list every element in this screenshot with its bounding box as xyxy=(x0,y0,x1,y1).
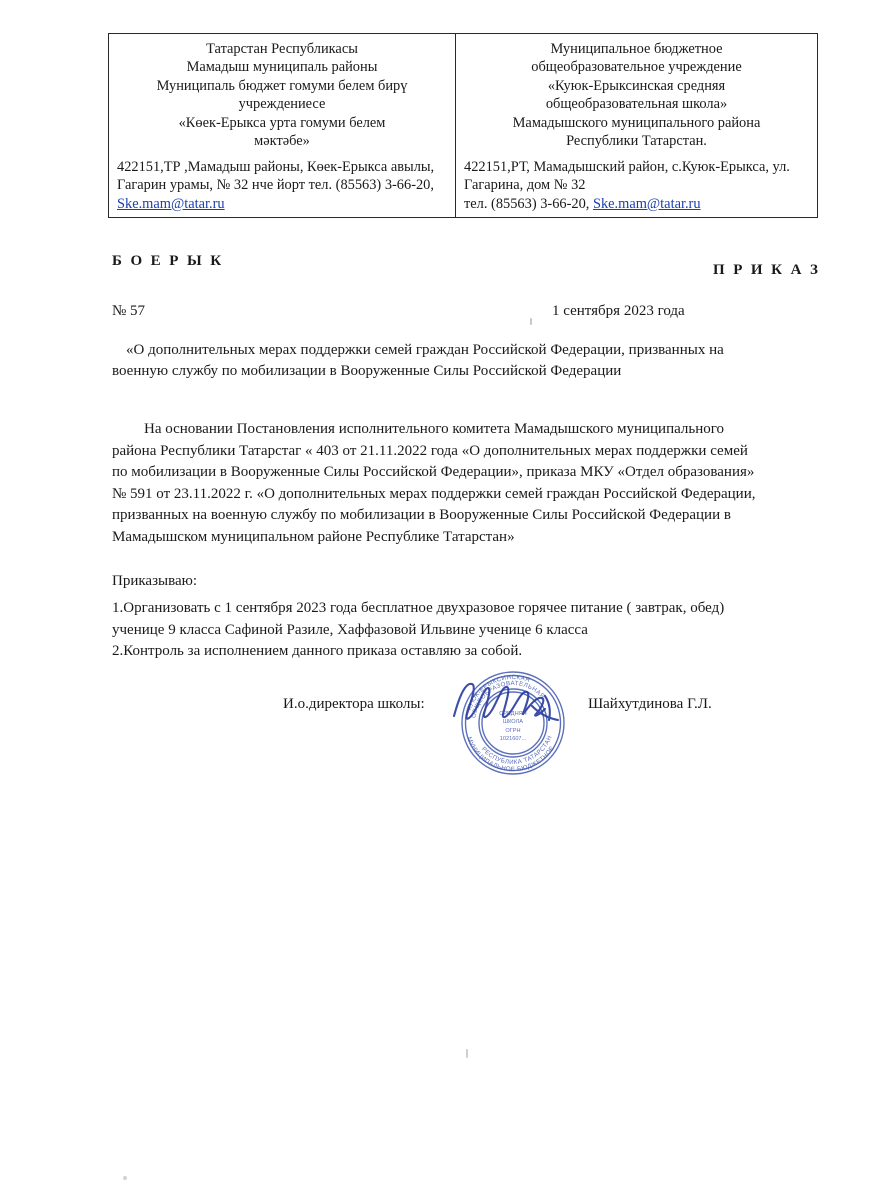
org-line: общеобразовательное учреждение xyxy=(531,59,742,76)
org-line: Мамадышского муниципального района xyxy=(512,114,761,131)
email-link[interactable]: Ske.mam@tatar.ru xyxy=(117,195,225,212)
page-title-tatar: Б О Е Р Ы К xyxy=(112,253,224,269)
org-line: общеобразовательная школа» xyxy=(545,96,728,113)
order-number: № 57 xyxy=(112,303,146,319)
org-address: 422151,ТР ,Мамадыш районы, Көек-Ерыкса авылы, Гагарин урамы, № 32 нче йорт тел. (85563) 3-66-20, xyxy=(117,158,435,194)
list-item: 1.Организовать с 1 сентября 2023 года бесплатное двухразовое горячее питание ( завтрак, обед) ученице 9 класса Сафиной Разиле, Хаффазовой Ильвине ученице 6 класса xyxy=(112,600,725,638)
org-line: Республики Татарстан. xyxy=(566,133,707,150)
phone-text: тел. (85563) 3-66-20, xyxy=(464,195,593,212)
org-line: Муниципальное бюджетное xyxy=(550,41,723,57)
order-date: 1 сентября 2023 года xyxy=(552,303,685,319)
svg-text:РЕСПУБЛИКА ТАТАРСТАН: РЕСПУБЛИКА ТАТАРСТАН xyxy=(479,734,554,767)
scan-artifact xyxy=(123,1176,127,1180)
letterhead-table xyxy=(108,33,818,218)
order-heading: Приказываю: xyxy=(112,573,197,589)
org-phone xyxy=(464,195,809,213)
email-link[interactable]: Ske.mam@tatar.ru xyxy=(592,195,701,212)
table-row xyxy=(109,34,818,218)
org-line: учреждениесе xyxy=(238,96,326,113)
svg-text:СРЕДНЯЯ: СРЕДНЯЯ xyxy=(499,711,527,717)
org-line: Татарстан Республикасы xyxy=(206,41,358,57)
handwritten-signature-icon xyxy=(450,673,570,728)
letterhead-cell-russian xyxy=(456,34,818,218)
order-items xyxy=(112,598,764,663)
org-line: «Куюк-Ерыксинская средняя xyxy=(547,77,726,94)
order-basis: На основании Постановления исполнительного комитета Мамадышского муниципального района Республики Татарстаг « 403 от 21.11.2022 года «О дополнительных мерах поддержки семей по мобилизации в Вооруженные Силы Российской Федерации», приказа МКУ «Отдел образования» № 591 от 23.11.2022 г. «О дополнительных мерах поддержки семей граждан Российской Федерации, призванных на военную службу по мобилизации в Вооруженные Силы Российской Федерации в Мамадышском муниципальном районе Республике Татарстан» xyxy=(112,421,756,545)
org-address: 422151,РТ, Мамадышский район, с.Куюк-Ерыкса, ул. Гагарина, дом № 32 xyxy=(464,158,790,194)
official-stamp-icon xyxy=(452,662,574,784)
order-subject: «О дополнительных мерах поддержки семей граждан Российской Федерации, призванных на военную службу по мобилизации в Вооруженные Силы Российской Федерации xyxy=(112,342,724,380)
svg-text:ОГРН: ОГРН xyxy=(505,728,521,734)
scan-artifact xyxy=(530,318,532,325)
svg-text:КУЮК-ЕРЫКСИНСКАЯ: КУЮК-ЕРЫКСИНСКАЯ xyxy=(465,673,531,712)
org-line: Мамадыш муниципаль районы xyxy=(186,59,378,76)
org-email xyxy=(117,195,447,213)
page-title-russian: П Р И К А З xyxy=(713,262,821,278)
signature-name: Шайхутдинова Г.Л. xyxy=(588,696,712,712)
svg-text:ОБЩЕОБРАЗОВАТЕЛЬНАЯ: ОБЩЕОБРАЗОВАТЕЛЬНАЯ xyxy=(470,679,547,719)
org-line: Муниципаль бюджет гомуми белем бирү xyxy=(156,77,408,94)
title-row xyxy=(108,253,821,278)
signature-role: И.о.директора школы: xyxy=(283,696,425,712)
svg-text:МУНИЦИПАЛЬНОЕ БЮДЖЕТНОЕ: МУНИЦИПАЛЬНОЕ БЮДЖЕТНОЕ xyxy=(465,736,556,774)
org-line: «Көек-Ерыкса урта гомуми белем xyxy=(178,114,386,131)
svg-text:ШКОЛА: ШКОЛА xyxy=(502,719,524,725)
letterhead-cell-tatar xyxy=(109,34,456,218)
scan-artifact xyxy=(466,1049,468,1058)
org-line: мәктәбе» xyxy=(254,133,310,150)
list-item: 2.Контроль за исполнением данного приказа оставляю за собой. xyxy=(112,643,523,660)
svg-text:1021607...: 1021607... xyxy=(499,736,527,742)
